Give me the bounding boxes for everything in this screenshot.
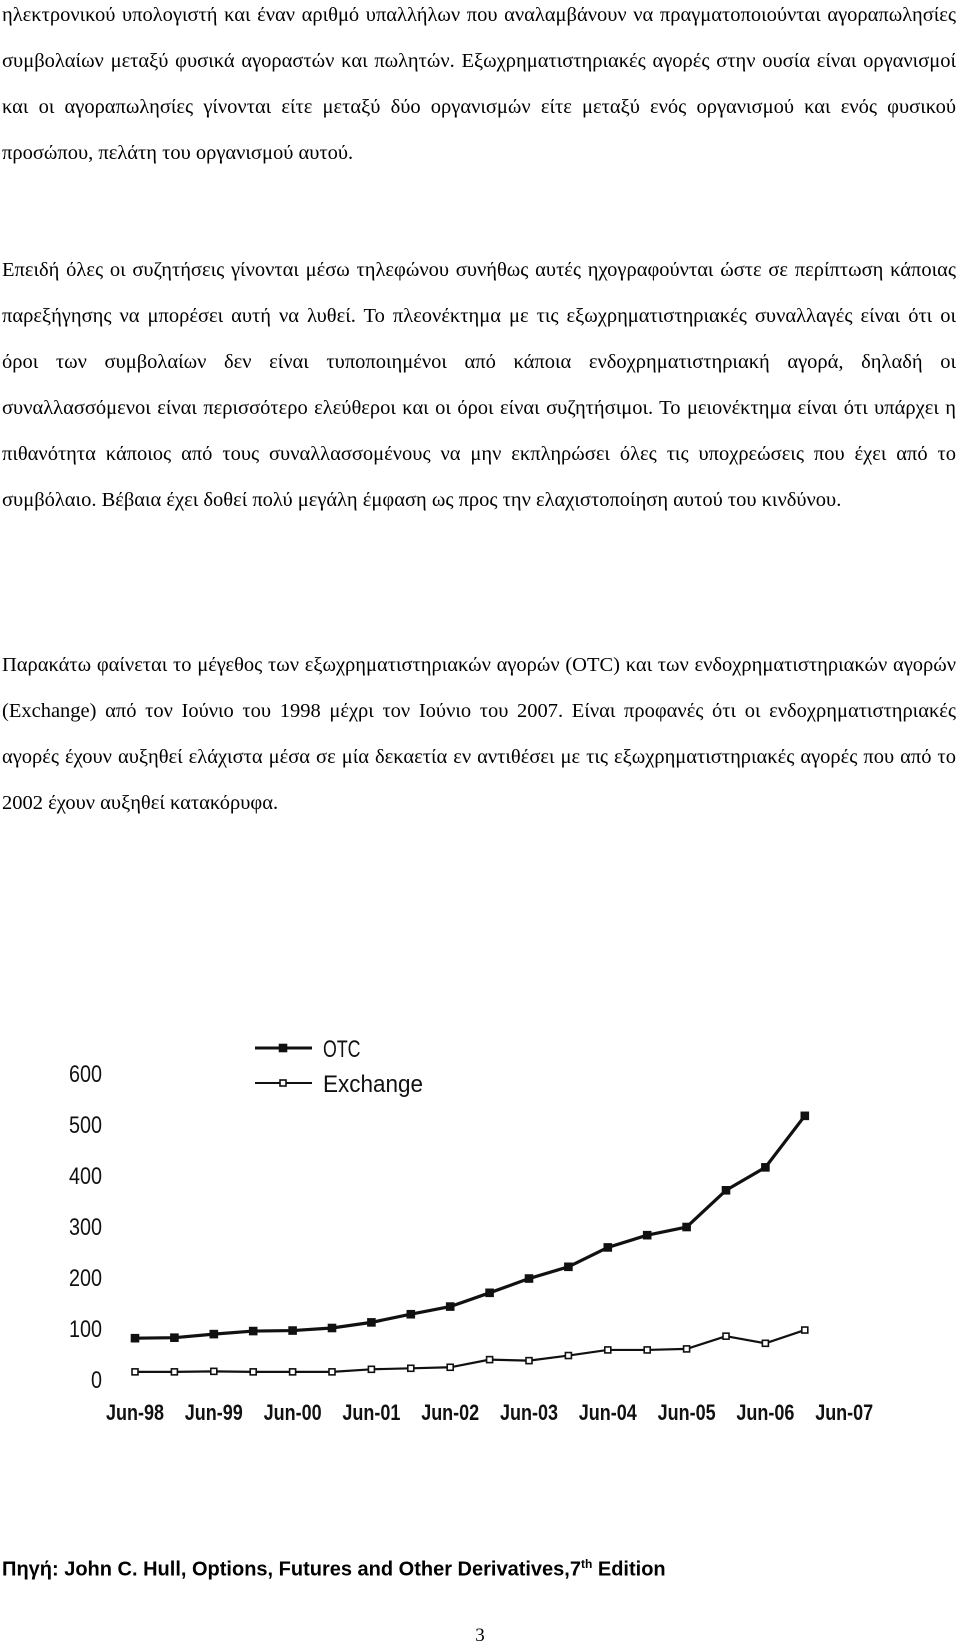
data-point-otc [368, 1319, 375, 1326]
data-point-exchange [171, 1369, 177, 1375]
y-tick-label: 0 [91, 1367, 102, 1394]
data-point-exchange [684, 1346, 690, 1352]
data-point-exchange [132, 1369, 138, 1375]
data-point-exchange [211, 1368, 217, 1374]
data-point-exchange [290, 1369, 296, 1375]
series-line-exchange [135, 1330, 805, 1372]
data-point-otc [132, 1335, 139, 1342]
data-point-exchange [526, 1358, 532, 1364]
paragraph-1: ηλεκτρονικού υπολογιστή και έναν αριθμό υπαλλήλων που αναλαμβάνουν να πραγματοποιούνται αγοραπωλησίες συμβολαίων μεταξύ φυσικά αγοραστών και πωλητών. Εξωχρηματιστηριακές αγορές στην ουσία είναι οργανισμοί και οι αγοραπωλησίες γίνονται είτε μεταξύ δύο οργανισμών είτε μεταξύ ενός οργανισμού και ενός φυσικού προσώπου, πελάτη του οργανισμού αυτού. [2, 4, 956, 164]
legend-label-exchange: Exchange [323, 1071, 423, 1098]
paragraph-2: Επειδή όλες οι συζητήσεις γίνονται μέσω τηλεφώνου συνήθως αυτές ηχογραφούνται ώστε σε περίπτωση κάποιας παρεξήγησης να μπορέσει αυτή να λυθεί. Το πλεονέκτημα με τις εξωχρηματιστηριακές συναλλαγές είναι ότι οι όροι των συμβολαίων δεν είναι τυποποιημένοι από κάποια ενδοχρηματιστηριακή αγορά, δηλαδή οι συναλλασσόμενοι είναι περισσότερο ελεύθεροι και οι όροι είναι συζητήσιμοι. Το μειονέκτημα είναι ότι υπάρχει η πιθανότητα κάποιος από τους συναλλασσομένους να μην εκπληρώσει όλες τις υποχρεώσεις που έχει από το συμβόλαιο. Βέβαια έχει δοθεί πολύ μεγάλη έμφαση ως προς την ελαχιστοποίηση αυτού του κινδύνου. [2, 259, 956, 511]
data-point-otc [723, 1187, 730, 1194]
data-point-otc [407, 1311, 414, 1318]
data-point-exchange [802, 1327, 808, 1333]
data-point-exchange [762, 1340, 768, 1346]
data-point-exchange [329, 1369, 335, 1375]
x-tick-label: Jun-03 [500, 1400, 558, 1425]
y-tick-label: 500 [69, 1112, 102, 1139]
page-number: 3 [475, 1625, 485, 1646]
data-point-otc [329, 1325, 336, 1332]
x-tick-label: Jun-05 [657, 1400, 716, 1425]
source-text: Πηγή: John C. Hull, Options, Futures and Other Derivatives,7 [2, 1558, 581, 1581]
data-point-otc [250, 1328, 257, 1335]
y-tick-label: 200 [69, 1265, 102, 1292]
data-point-otc [683, 1224, 690, 1231]
x-tick-label: Jun-04 [578, 1400, 638, 1425]
legend-marker-otc [280, 1045, 287, 1052]
data-point-exchange [487, 1357, 493, 1363]
data-point-otc [171, 1334, 178, 1341]
data-point-otc [486, 1289, 493, 1296]
y-tick-label: 400 [69, 1163, 102, 1190]
data-point-exchange [605, 1347, 611, 1353]
data-point-otc [801, 1112, 808, 1119]
data-point-exchange [644, 1347, 650, 1353]
source-superscript: th [580, 1557, 593, 1571]
series-line-otc [135, 1116, 805, 1338]
paragraph-3: Παρακάτω φαίνεται το μέγεθος των εξωχρηματιστηριακών αγορών (OTC) και των ενδοχρηματιστηριακών αγορών (Exchange) από τον Ιούνιο του 1998 μέχρι τον Ιούνιο του 2007. Είναι προφανές ότι οι ενδοχρηματιστηριακές αγορές έχουν αυξηθεί ελάχιστα μέσα σε μία δεκαετία εν αντιθέσει με τις εξωχρηματιστηριακές αγορές που από το 2002 έχουν αυξηθεί κατακόρυφα. [2, 654, 956, 814]
data-point-otc [289, 1327, 296, 1334]
data-point-otc [565, 1263, 572, 1270]
data-point-otc [644, 1232, 651, 1239]
source-citation [2, 1557, 666, 1582]
otc-exchange-chart [50, 925, 910, 1495]
data-point-otc [762, 1164, 769, 1171]
data-point-otc [526, 1275, 533, 1282]
y-tick-label: 600 [69, 1061, 102, 1088]
source-tail: Edition [592, 1558, 666, 1581]
x-tick-label: Jun-06 [736, 1400, 795, 1425]
data-point-otc [604, 1244, 611, 1251]
y-tick-label: 100 [69, 1316, 102, 1343]
legend-marker-exchange [280, 1080, 286, 1086]
chart-svg [50, 925, 910, 1495]
data-point-exchange [723, 1333, 729, 1339]
x-tick-label: Jun-02 [421, 1400, 480, 1425]
data-point-exchange [408, 1365, 414, 1371]
x-tick-label: Jun-00 [263, 1400, 322, 1425]
x-tick-label: Jun-01 [342, 1400, 401, 1425]
x-tick-label: Jun-07 [815, 1400, 874, 1425]
x-tick-label: Jun-99 [184, 1400, 243, 1425]
x-tick-label: Jun-98 [106, 1400, 164, 1425]
data-point-exchange [250, 1369, 256, 1375]
legend-label-otc: OTC [323, 1036, 361, 1063]
data-point-exchange [447, 1364, 453, 1370]
data-point-otc [210, 1331, 217, 1338]
data-point-exchange [565, 1353, 571, 1359]
data-point-otc [447, 1303, 454, 1310]
y-tick-label: 300 [69, 1214, 102, 1241]
data-point-exchange [368, 1366, 374, 1372]
